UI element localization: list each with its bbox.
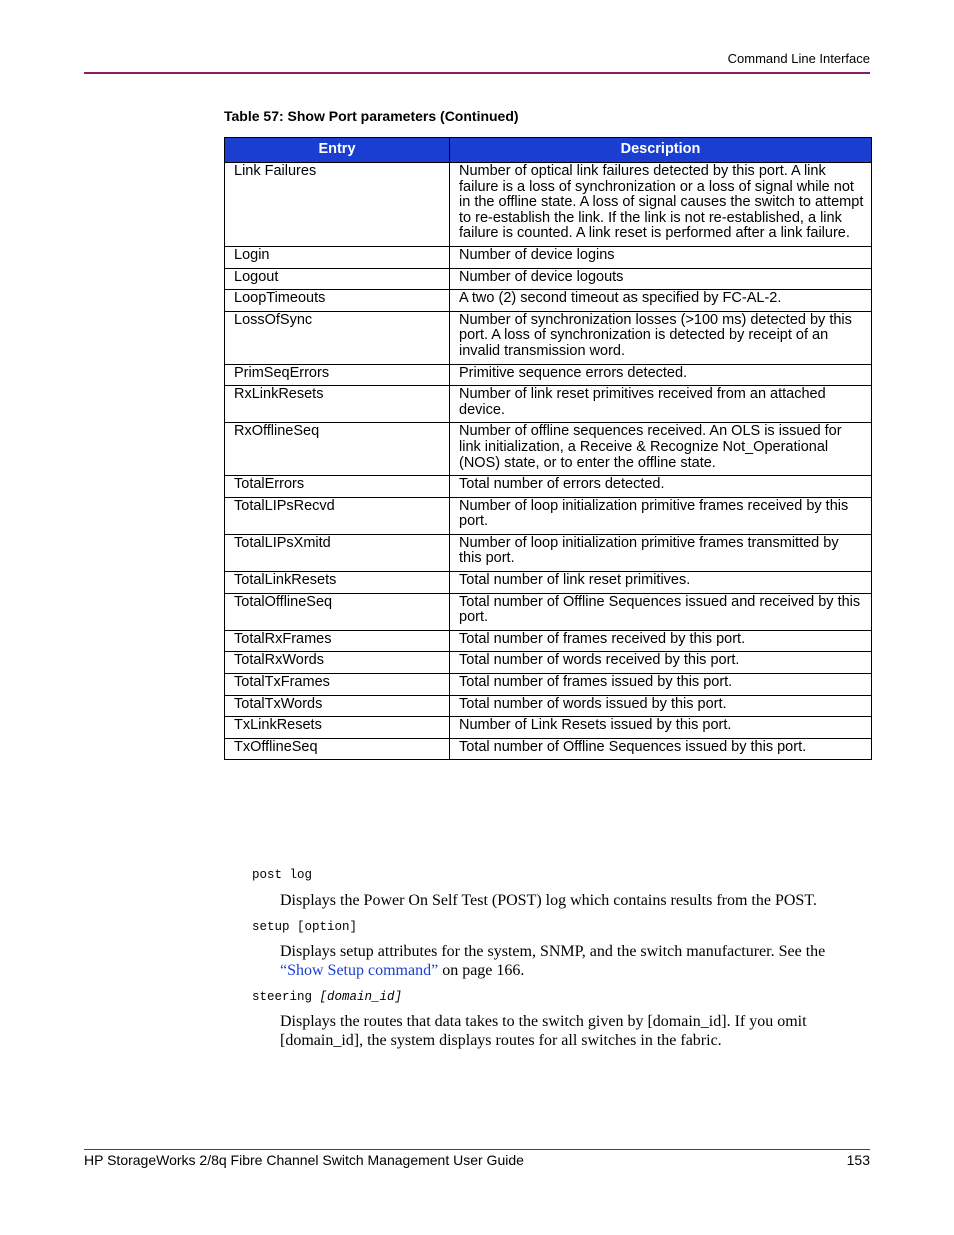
table-header-row [225,138,872,163]
entry-cell: LoopTimeouts [225,290,450,312]
description-cell: Total number of link reset primitives. [450,572,872,594]
footer-page-number: 153 [846,1152,870,1168]
entry-cell: TxLinkResets [225,717,450,739]
entry-cell: RxOfflineSeq [225,423,450,476]
description-cell: Total number of Offline Sequences issued by this port. [450,738,872,760]
table-row [225,290,872,312]
description-cell: Number of synchronization losses (>100 ms) detected by this port. A loss of synchronization is detected by receipt of an invalid transmission word. [450,311,872,364]
show-port-parameters-table [224,137,872,760]
table-row [225,674,872,696]
description-cell: Number of Link Resets issued by this port. [450,717,872,739]
description-cell: Number of offline sequences received. An OLS is issued for link initialization, a Receive & Recognize Not_Operational (NOS) state, or to enter the offline state. [450,423,872,476]
description-cell: Total number of errors detected. [450,476,872,498]
table-caption: Table 57: Show Port parameters (Continued) [224,108,519,124]
setup-description-page-ref: on page 166. [438,962,525,979]
entry-cell: TotalLIPsXmitd [225,534,450,571]
table-row [225,717,872,739]
description-cell: Total number of words received by this port. [450,652,872,674]
show-setup-command-link[interactable]: “Show Setup command” [280,962,439,979]
table-body [225,163,872,760]
running-header: Command Line Interface [727,51,870,66]
table-row [225,534,872,571]
description-cell: Number of device logouts [450,268,872,290]
entry-cell: Link Failures [225,163,450,247]
table-row [225,695,872,717]
entry-cell: Logout [225,268,450,290]
description-cell: Number of optical link failures detected by this port. A link failure is a loss of synchronization or a loss of signal while not in the offline state. A loss of signal causes the switch to attempt to re-establish the link. If the link is not re-established, a link failure is counted. A link reset is performed after a link failure. [450,163,872,247]
table-row [225,652,872,674]
table-row [225,476,872,498]
command-setup: setup [option] [252,920,358,934]
command-steering-name: steering [252,990,320,1004]
entry-cell: TotalLIPsRecvd [225,497,450,534]
description-cell: Total number of frames received by this port. [450,630,872,652]
table-row [225,268,872,290]
setup-description-text: Displays setup attributes for the system, SNMP, and the switch manufacturer. See the [280,943,826,960]
description-cell: Total number of words issued by this port. [450,695,872,717]
entry-cell: TotalTxWords [225,695,450,717]
command-setup-description [280,942,870,980]
table-row [225,364,872,386]
entry-cell: LossOfSync [225,311,450,364]
table-row [225,246,872,268]
description-cell: Number of device logins [450,246,872,268]
command-steering [252,990,402,1004]
command-post-log: post log [252,868,313,882]
command-post-log-description: Displays the Power On Self Test (POST) log which contains results from the POST. [280,892,817,909]
table-row [225,572,872,594]
footer-guide-title: HP StorageWorks 2/8q Fibre Channel Switch Management User Guide [84,1152,524,1168]
description-cell: A two (2) second timeout as specified by FC-AL-2. [450,290,872,312]
column-header-description: Description [450,138,872,163]
description-cell: Number of link reset primitives received from an attached device. [450,386,872,423]
table-row [225,163,872,247]
entry-cell: TotalLinkResets [225,572,450,594]
description-cell: Total number of Offline Sequences issued and received by this port. [450,593,872,630]
command-steering-description: Displays the routes that data takes to the switch given by [domain_id]. If you omit [domain_id], the system displays routes for all switches in the fabric. [280,1013,807,1049]
entry-cell: TotalTxFrames [225,674,450,696]
table-row [225,311,872,364]
entry-cell: TxOfflineSeq [225,738,450,760]
description-cell: Number of loop initialization primitive frames received by this port. [450,497,872,534]
entry-cell: Login [225,246,450,268]
table-row [225,593,872,630]
entry-cell: RxLinkResets [225,386,450,423]
header-rule [84,72,870,74]
entry-cell: TotalRxWords [225,652,450,674]
table-row [225,738,872,760]
table-row [225,497,872,534]
table-row [225,423,872,476]
entry-cell: TotalRxFrames [225,630,450,652]
command-steering-arg: [domain_id] [319,990,403,1004]
entry-cell: TotalOfflineSeq [225,593,450,630]
column-header-entry: Entry [225,138,450,163]
description-cell: Primitive sequence errors detected. [450,364,872,386]
table-row [225,386,872,423]
description-cell: Total number of frames issued by this port. [450,674,872,696]
description-cell: Number of loop initialization primitive frames transmitted by this port. [450,534,872,571]
footer-rule [84,1149,870,1150]
table-row [225,630,872,652]
entry-cell: PrimSeqErrors [225,364,450,386]
entry-cell: TotalErrors [225,476,450,498]
